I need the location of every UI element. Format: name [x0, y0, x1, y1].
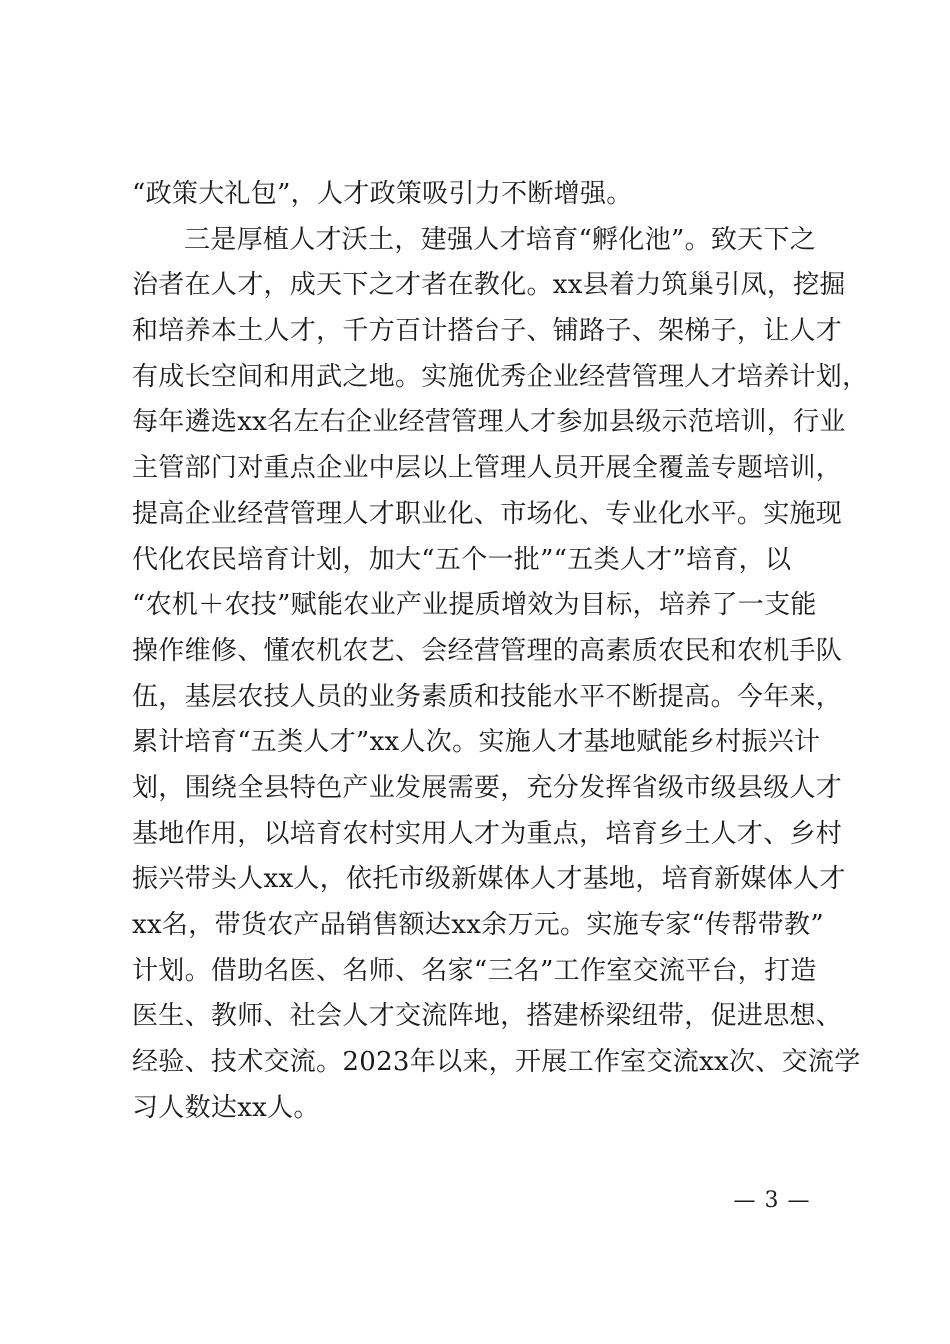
- body-paragraph: [132, 172, 869, 1131]
- text-line-5: 有成长空间和用武之地。实施优秀企业经营管理人才培养计划，: [132, 361, 869, 392]
- text-line-7: 主管部门对重点企业中层以上管理人员开展全覆盖专题培训，: [132, 453, 843, 484]
- page-number: — 3 —: [733, 1188, 811, 1213]
- text-line-4: 和培养本土人才，千方百计搭台子、铺路子、架梯子，让人才: [132, 316, 843, 347]
- text-line-10: “农机＋农技”赋能农业产业提质增效为目标，培养了一支能: [132, 590, 817, 621]
- text-line-2: 三是厚植人才沃土，建强人才培育“孵化池”。致天下之: [184, 224, 817, 255]
- text-line-14: 划，围绕全县特色产业发展需要，充分发挥省级市级县级人才: [132, 772, 843, 803]
- text-line-21: 习人数达xx人。: [132, 1092, 320, 1123]
- text-line-12: 伍，基层农技人员的业务素质和技能水平不断提高。今年来，: [132, 681, 843, 712]
- text-line-17: xx名，带货农产品销售额达xx余万元。实施专家“传帮带教”: [132, 910, 824, 940]
- text-line-16: 振兴带头人xx人，依托市级新媒体人才基地，培育新媒体人才: [132, 864, 846, 895]
- text-line-18: 计划。借助名医、名师、名家“三名”工作室交流平台，打造: [132, 955, 817, 986]
- text-line-11: 操作维修、懂农机农艺、会经营管理的高素质农民和农机手队: [132, 635, 843, 666]
- text-line-8: 提高企业经营管理人才职业化、市场化、专业化水平。实施现: [132, 498, 843, 529]
- text-line-20: 经验、技术交流。2023年以来，开展工作室交流xx次、交流学: [132, 1047, 861, 1078]
- text-line-1: “政策大礼包”，人才政策吸引力不断增强。: [132, 179, 633, 209]
- text-line-6: 每年遴选xx名左右企业经营管理人才参加县级示范培训，行业: [132, 407, 846, 438]
- text-line-15: 基地作用，以培育农村实用人才为重点，培育乡土人才、乡村: [132, 818, 843, 849]
- text-line-19: 医生、教师、社会人才交流阵地，搭建桥梁纽带，促进思想、: [132, 1001, 843, 1032]
- text-line-13: 累计培育“五类人才”xx人次。实施人才基地赋能乡村振兴计: [132, 727, 821, 758]
- text-line-9: 代化农民培育计划，加大“五个一批”“五类人才”培育，以: [132, 544, 792, 575]
- text-line-3: 治者在人才，成天下之才者在教化。xx县着力筑巢引凤，挖掘: [132, 270, 846, 301]
